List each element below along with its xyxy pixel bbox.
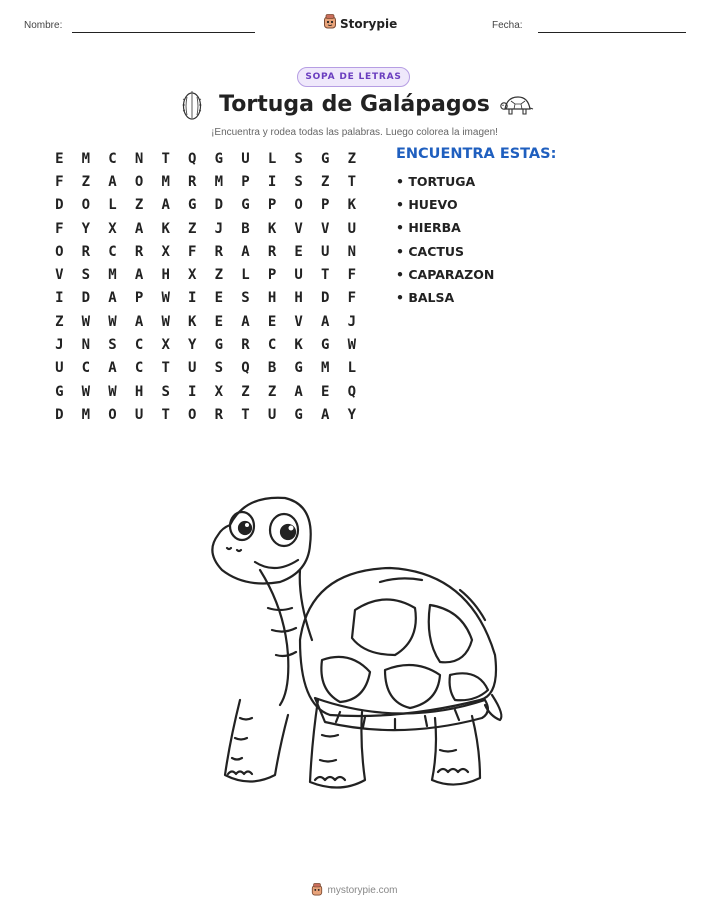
grid-cell[interactable]: K (267, 220, 277, 237)
word-list-title: ENCUENTRA ESTAS: (396, 146, 557, 162)
grid-cell[interactable]: M (108, 267, 117, 284)
turtle-illustration (200, 490, 510, 804)
grid-cell[interactable]: M (214, 173, 224, 190)
grid-cell[interactable]: G (188, 197, 197, 214)
grid-cell[interactable]: E (214, 290, 224, 307)
grid-cell[interactable]: Z (55, 313, 64, 330)
grid-cell[interactable]: U (55, 360, 64, 377)
grid-cell[interactable]: C (108, 150, 117, 167)
grid-cell[interactable]: O (108, 406, 117, 423)
grid-cell[interactable]: A (294, 383, 303, 400)
grid-cell[interactable]: P (241, 173, 250, 190)
grid-cell[interactable]: B (267, 360, 277, 377)
grid-cell[interactable]: W (347, 337, 357, 354)
grid-cell[interactable]: Z (321, 173, 330, 190)
grid-cell[interactable]: W (81, 313, 91, 330)
grid-cell[interactable]: Y (347, 406, 357, 423)
footer-url: mystorypie.com (327, 885, 398, 896)
grid-cell[interactable]: X (108, 220, 117, 237)
grid-cell[interactable]: X (188, 267, 197, 284)
grid-cell[interactable]: G (55, 383, 64, 400)
grid-cell[interactable]: P (267, 197, 277, 214)
grid-cell[interactable]: C (108, 243, 117, 260)
date-line (538, 32, 686, 33)
brand-name: Storypie (340, 16, 398, 31)
grid-row (46, 357, 365, 380)
grid-cell[interactable]: X (161, 243, 170, 260)
grid-cell[interactable]: R (134, 243, 144, 260)
grid-cell[interactable]: W (108, 383, 117, 400)
grid-cell[interactable]: Z (241, 383, 250, 400)
grid-cell[interactable]: W (81, 383, 91, 400)
grid-cell[interactable]: Z (214, 267, 224, 284)
grid-row (46, 333, 365, 356)
grid-row (46, 194, 365, 217)
grid-cell[interactable]: I (55, 290, 64, 307)
grid-cell[interactable]: D (55, 197, 64, 214)
grid-cell[interactable]: D (81, 290, 91, 307)
grid-cell[interactable]: K (347, 197, 357, 214)
grid-cell[interactable]: P (321, 197, 330, 214)
grid-cell[interactable]: A (161, 197, 170, 214)
grid-cell[interactable]: I (267, 173, 277, 190)
grid-row (46, 170, 365, 193)
name-label: Nombre: (24, 20, 63, 31)
grid-cell[interactable]: J (214, 220, 224, 237)
grid-cell[interactable]: C (134, 337, 144, 354)
grid-cell[interactable]: A (241, 313, 250, 330)
grid-cell[interactable]: G (321, 337, 330, 354)
grid-cell[interactable]: G (294, 406, 303, 423)
grid-cell[interactable]: A (134, 267, 144, 284)
grid-row (46, 240, 365, 263)
grid-cell[interactable]: P (134, 290, 144, 307)
grid-cell[interactable]: T (161, 360, 170, 377)
grid-cell[interactable]: D (214, 197, 224, 214)
grid-cell[interactable]: F (55, 173, 64, 190)
page-title: Tortuga de Galápagos (219, 92, 490, 117)
grid-row (46, 310, 365, 333)
grid-cell[interactable]: H (134, 383, 144, 400)
grid-cell[interactable]: K (188, 313, 197, 330)
grid-cell[interactable]: M (81, 150, 91, 167)
grid-cell[interactable]: C (134, 360, 144, 377)
grid-cell[interactable]: S (214, 360, 224, 377)
grid-cell[interactable]: Z (267, 383, 277, 400)
grid-row (46, 287, 365, 310)
word-list-item: • BALSA (396, 289, 455, 305)
worksheet-type-badge: SOPA DE LETRAS (297, 67, 410, 87)
grid-cell[interactable]: W (161, 290, 170, 307)
grid-cell[interactable]: K (294, 337, 303, 354)
grid-cell[interactable]: T (161, 406, 170, 423)
grid-cell[interactable]: R (214, 406, 224, 423)
grid-cell[interactable]: W (161, 313, 170, 330)
grid-cell[interactable]: E (55, 150, 64, 167)
grid-cell[interactable]: N (134, 150, 144, 167)
grid-cell[interactable]: T (241, 406, 250, 423)
grid-row (46, 380, 365, 403)
brand (323, 14, 397, 33)
grid-cell[interactable]: H (161, 267, 170, 284)
grid-cell[interactable]: W (108, 313, 117, 330)
grid-cell[interactable]: E (321, 383, 330, 400)
grid-cell[interactable]: U (188, 360, 197, 377)
grid-cell[interactable]: U (347, 220, 357, 237)
grid-cell[interactable]: K (161, 220, 170, 237)
grid-cell[interactable]: Z (188, 220, 197, 237)
grid-cell[interactable]: D (55, 406, 64, 423)
grid-cell[interactable]: S (81, 267, 91, 284)
grid-cell[interactable]: Y (188, 337, 197, 354)
grid-cell[interactable]: R (214, 243, 224, 260)
date-label: Fecha: (492, 20, 523, 31)
grid-cell[interactable]: A (108, 173, 117, 190)
grid-cell[interactable]: A (134, 313, 144, 330)
grid-cell[interactable]: O (81, 197, 91, 214)
grid-cell[interactable]: U (294, 267, 303, 284)
grid-cell[interactable]: L (347, 360, 357, 377)
grid-cell[interactable]: U (267, 406, 277, 423)
grid-cell[interactable]: R (188, 173, 197, 190)
grid-cell[interactable]: Z (81, 173, 91, 190)
word-list-item: • HUEVO (396, 197, 458, 213)
grid-cell[interactable]: G (294, 360, 303, 377)
word-list (396, 146, 556, 311)
grid-row (46, 263, 365, 286)
grid-cell[interactable]: L (267, 150, 277, 167)
grid-cell[interactable]: X (161, 337, 170, 354)
grid-cell[interactable]: B (241, 220, 250, 237)
grid-cell[interactable]: G (321, 150, 330, 167)
grid-cell[interactable]: L (241, 267, 250, 284)
grid-cell[interactable]: H (267, 290, 277, 307)
grid-cell[interactable]: A (108, 290, 117, 307)
grid-cell[interactable]: S (241, 290, 250, 307)
word-list-item: • CAPARAZON (396, 266, 495, 282)
grid-cell[interactable]: O (188, 406, 197, 423)
grid-cell[interactable]: I (188, 383, 197, 400)
grid-cell[interactable]: T (347, 173, 357, 190)
grid-cell[interactable]: A (134, 220, 144, 237)
grid-cell[interactable]: O (134, 173, 144, 190)
grid-cell[interactable]: L (108, 197, 117, 214)
grid-cell[interactable]: F (188, 243, 197, 260)
grid-cell[interactable]: C (267, 337, 277, 354)
grid-cell[interactable]: Z (347, 150, 357, 167)
grid-cell[interactable]: Q (347, 383, 357, 400)
grid-cell[interactable]: S (294, 173, 303, 190)
grid-cell[interactable]: T (321, 267, 330, 284)
grid-cell[interactable]: U (241, 150, 250, 167)
grid-cell[interactable]: X (214, 383, 224, 400)
grid-cell[interactable]: Z (134, 197, 144, 214)
grid-cell[interactable]: U (321, 243, 330, 260)
word-search-grid (46, 147, 365, 427)
grid-cell[interactable]: N (347, 243, 357, 260)
grid-cell[interactable]: Q (241, 360, 250, 377)
grid-cell[interactable]: H (294, 290, 303, 307)
grid-cell[interactable]: A (321, 406, 330, 423)
grid-cell[interactable]: F (347, 290, 357, 307)
mascot-logo-icon (311, 881, 323, 900)
grid-cell[interactable]: Q (188, 150, 197, 167)
grid-row (46, 403, 365, 426)
grid-cell[interactable]: D (321, 290, 330, 307)
grid-cell[interactable]: V (321, 220, 330, 237)
grid-cell[interactable]: E (294, 243, 303, 260)
grid-cell[interactable]: A (241, 243, 250, 260)
word-list-item: • TORTUGA (396, 174, 476, 189)
grid-cell[interactable]: M (161, 173, 170, 190)
grid-cell[interactable]: G (214, 150, 224, 167)
grid-cell[interactable]: Y (81, 220, 91, 237)
grid-cell[interactable]: A (108, 360, 117, 377)
grid-cell[interactable]: O (294, 197, 303, 214)
grid-row (46, 147, 365, 170)
grid-cell[interactable]: V (55, 267, 64, 284)
grid-cell[interactable]: M (321, 360, 330, 377)
grid-cell[interactable]: F (55, 220, 64, 237)
grid-cell[interactable]: S (161, 383, 170, 400)
grid-cell[interactable]: R (241, 337, 250, 354)
grid-cell[interactable]: A (321, 313, 330, 330)
grid-cell[interactable]: J (347, 313, 357, 330)
turtle-icon (500, 93, 534, 121)
grid-cell[interactable]: O (55, 243, 64, 260)
grid-cell[interactable]: T (161, 150, 170, 167)
grid-cell[interactable]: S (108, 337, 117, 354)
grid-cell[interactable]: N (81, 337, 91, 354)
grid-row (46, 217, 365, 240)
grid-cell[interactable]: M (81, 406, 91, 423)
mascot-logo-icon (323, 14, 337, 33)
grid-cell[interactable]: G (241, 197, 250, 214)
instructions: ¡Encuentra y rodea todas las palabras. Luego colorea la imagen! (211, 127, 498, 138)
grid-cell[interactable]: J (55, 337, 64, 354)
grid-cell[interactable]: V (294, 313, 303, 330)
name-line (72, 32, 255, 33)
grid-cell[interactable]: C (81, 360, 91, 377)
grid-cell[interactable]: V (294, 220, 303, 237)
grid-cell[interactable]: R (267, 243, 277, 260)
grid-cell[interactable]: E (267, 313, 277, 330)
grid-cell[interactable]: I (188, 290, 197, 307)
grid-cell[interactable]: F (347, 267, 357, 284)
grid-cell[interactable]: R (81, 243, 91, 260)
footer (0, 881, 709, 900)
word-list-item: • CACTUS (396, 243, 465, 259)
grid-cell[interactable]: E (214, 313, 224, 330)
grid-cell[interactable]: U (134, 406, 144, 423)
word-list-item: • HIERBA (396, 220, 461, 236)
grid-cell[interactable]: P (267, 267, 277, 284)
grid-cell[interactable]: G (214, 337, 224, 354)
grid-cell[interactable]: S (294, 150, 303, 167)
